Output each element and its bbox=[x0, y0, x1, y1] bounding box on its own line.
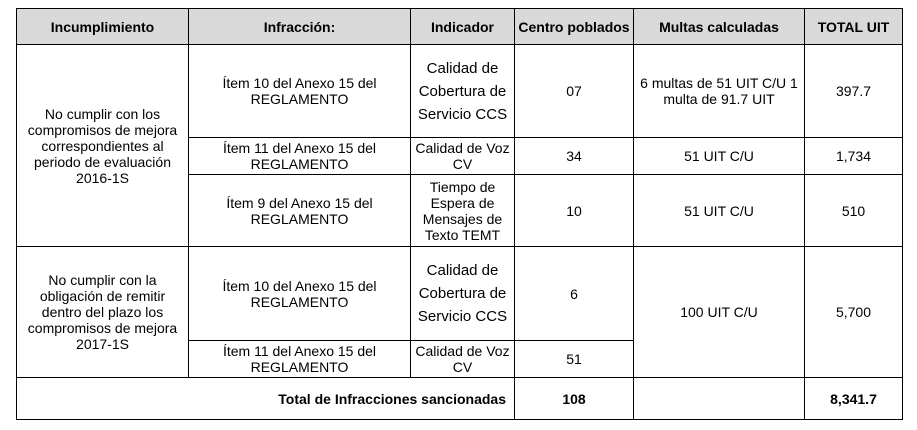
total-cell: 510 bbox=[805, 175, 903, 247]
indicador-cell: Calidad de Voz CV bbox=[411, 341, 515, 378]
header-infraccion: Infracción: bbox=[189, 9, 411, 45]
multas-cell: 51 UIT C/U bbox=[634, 175, 805, 247]
infraccion-cell: Ítem 10 del Anexo 15 del REGLAMENTO bbox=[189, 45, 411, 138]
infraccion-cell: Ítem 11 del Anexo 15 del REGLAMENTO bbox=[189, 341, 411, 378]
infraccion-cell: Ítem 11 del Anexo 15 del REGLAMENTO bbox=[189, 138, 411, 175]
multas-cell: 51 UIT C/U bbox=[634, 138, 805, 175]
header-row bbox=[17, 9, 903, 45]
totals-multas bbox=[634, 378, 805, 420]
incumplimiento-cell: No cumplir con la obligación de remitir dentro del plazo los compromisos de mejora 2017-1S bbox=[17, 247, 189, 378]
totals-row bbox=[17, 378, 903, 420]
centros-cell: 10 bbox=[515, 175, 634, 247]
total-cell: 1,734 bbox=[805, 138, 903, 175]
table-wrapper bbox=[16, 8, 903, 420]
table-row bbox=[17, 45, 903, 138]
header-multas: Multas calculadas bbox=[634, 9, 805, 45]
centros-cell: 51 bbox=[515, 341, 634, 378]
totals-label: Total de Infracciones sancionadas bbox=[17, 378, 515, 420]
infractions-table bbox=[16, 8, 903, 420]
header-total-uit: TOTAL UIT bbox=[805, 9, 903, 45]
total-cell: 5,700 bbox=[805, 247, 903, 378]
multas-cell: 100 UIT C/U bbox=[634, 247, 805, 378]
incumplimiento-cell: No cumplir con los compromisos de mejora correspondientes al periodo de evaluación 2016-1S bbox=[17, 45, 189, 247]
indicador-cell: Calidad de Cobertura de Servicio CCS bbox=[411, 45, 515, 138]
centros-cell: 6 bbox=[515, 247, 634, 341]
totals-total: 8,341.7 bbox=[805, 378, 903, 420]
total-cell: 397.7 bbox=[805, 45, 903, 138]
indicador-cell: Calidad de Cobertura de Servicio CCS bbox=[411, 247, 515, 341]
indicador-cell: Tiempo de Espera de Mensajes de Texto TEMT bbox=[411, 175, 515, 247]
table-row bbox=[17, 247, 903, 341]
totals-centros: 108 bbox=[515, 378, 634, 420]
header-indicador: Indicador bbox=[411, 9, 515, 45]
infraccion-cell: Ítem 9 del Anexo 15 del REGLAMENTO bbox=[189, 175, 411, 247]
header-centro-poblados: Centro poblados bbox=[515, 9, 634, 45]
centros-cell: 07 bbox=[515, 45, 634, 138]
infraccion-cell: Ítem 10 del Anexo 15 del REGLAMENTO bbox=[189, 247, 411, 341]
header-incumplimiento: Incumplimiento bbox=[17, 9, 189, 45]
indicador-cell: Calidad de Voz CV bbox=[411, 138, 515, 175]
multas-cell: 6 multas de 51 UIT C/U 1 multa de 91.7 UIT bbox=[634, 45, 805, 138]
centros-cell: 34 bbox=[515, 138, 634, 175]
